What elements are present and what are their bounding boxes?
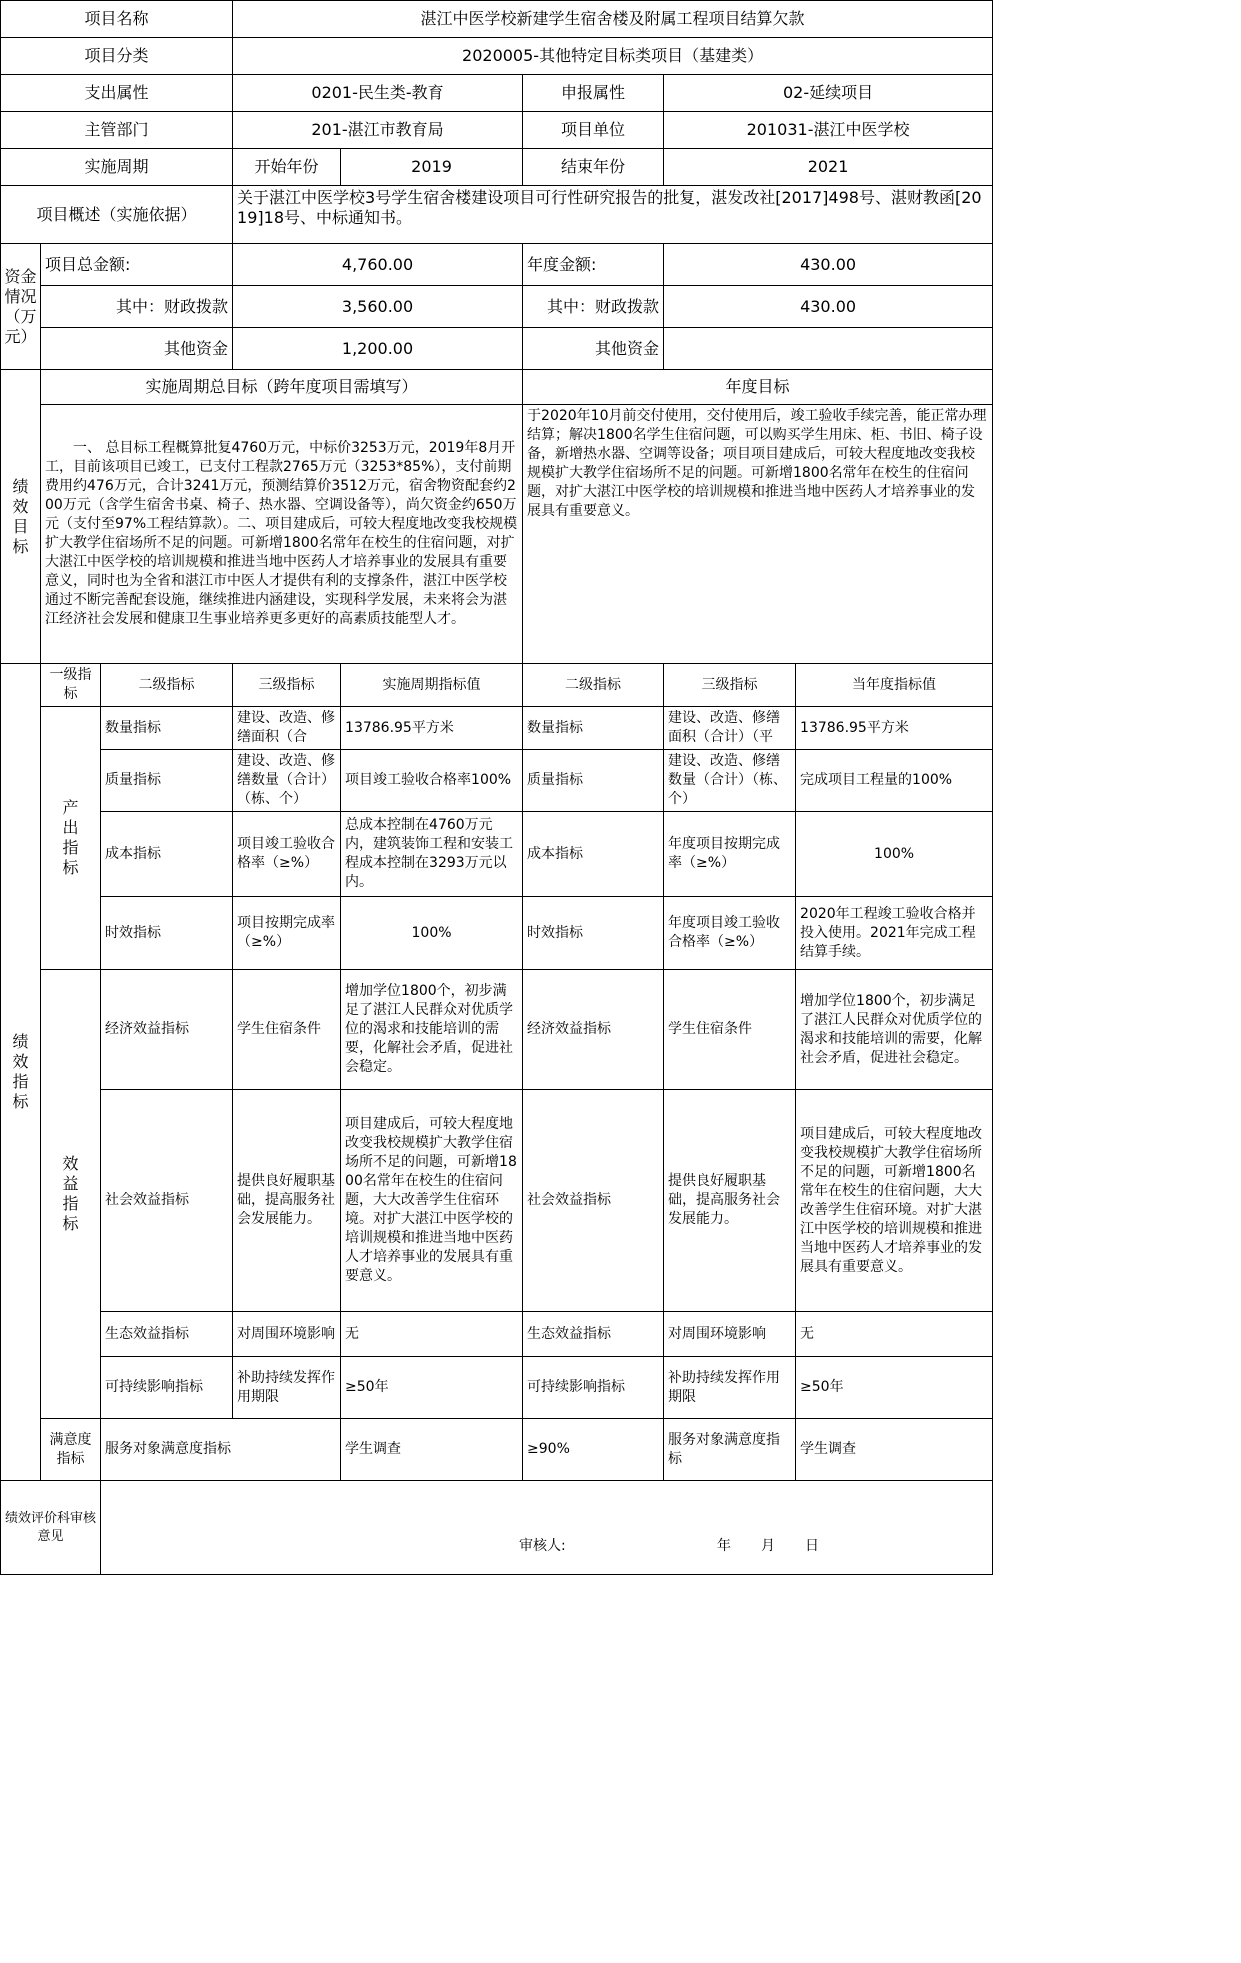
indicator-l3b: 提供良好履职基础，提高服务社会发展能力。 xyxy=(664,1090,796,1312)
header-annual-value: 当年度指标值 xyxy=(796,664,993,707)
value-fiscal-total: 3,560.00 xyxy=(233,286,523,328)
indicator-period-value: 13786.95平方米 xyxy=(341,707,523,750)
row-review xyxy=(1,1481,993,1575)
indicator-period-value: 增加学位1800个，初步满足了湛江人民群众对优质学位的渴求和技能培训的需要，化解社会矛盾，促进社会稳定。 xyxy=(341,970,523,1090)
label-period: 实施周期 xyxy=(1,149,233,186)
indicator-period-value: 100% xyxy=(341,897,523,970)
indicator-row xyxy=(1,1312,993,1357)
indicator-l3: 建设、改造、修缮面积（合 xyxy=(233,707,341,750)
label-annual-amount: 年度金额: xyxy=(523,244,664,286)
row-overview xyxy=(1,186,993,244)
indicator-l2b: 生态效益指标 xyxy=(523,1312,664,1357)
header-level1: 一级指标 xyxy=(41,664,101,707)
indicator-annual-value: 增加学位1800个，初步满足了湛江人民群众对优质学位的渴求和技能培训的需要，化解社会矛盾，促进社会稳定。 xyxy=(796,970,993,1090)
indicator-row xyxy=(1,1357,993,1419)
indicator-row xyxy=(1,1419,993,1481)
row-goals-content xyxy=(1,405,993,664)
indicator-l2b: 质量指标 xyxy=(523,750,664,812)
indicator-l3: 提供良好履职基础，提高服务社会发展能力。 xyxy=(233,1090,341,1312)
indicator-row xyxy=(1,970,993,1090)
indicator-l2b: 可持续影响指标 xyxy=(523,1357,664,1419)
indicator-row xyxy=(1,750,993,812)
row-period xyxy=(1,149,993,186)
indicator-annual-value: 100% xyxy=(796,812,993,897)
indicator-l3b: 建设、改造、修缮数量（合计）（栋、个） xyxy=(664,750,796,812)
indicator-annual-value: 无 xyxy=(796,1312,993,1357)
day-label: 日 xyxy=(805,1538,819,1554)
indicator-l3b: 学生住宿条件 xyxy=(664,970,796,1090)
row-project-category xyxy=(1,38,993,75)
row-attributes xyxy=(1,75,993,112)
row-funds-total xyxy=(1,244,993,286)
label-review: 绩效评价科审核意见 xyxy=(1,1481,101,1575)
value-other-total: 1,200.00 xyxy=(233,328,523,370)
row-project-name xyxy=(1,1,993,38)
label-project-name: 项目名称 xyxy=(1,1,233,38)
label-goals-section: 绩效目标 xyxy=(1,370,41,664)
row-indicators-header xyxy=(1,664,993,707)
indicator-row xyxy=(1,812,993,897)
header-level3-a: 三级指标 xyxy=(233,664,341,707)
indicator-l3: 补助持续发挥作用期限 xyxy=(233,1357,341,1419)
row-funds-fiscal xyxy=(1,286,993,328)
indicator-l2b: 数量指标 xyxy=(523,707,664,750)
indicator-l3: 学生住宿条件 xyxy=(233,970,341,1090)
value-annual-goal: 于2020年10月前交付使用，交付使用后，竣工验收手续完善，能正常办理结算；解决1800名学生住宿问题，可以购买学生用床、柜、书旧、椅子设备，新增热水器、空调等设备；项目项目建成后，可较大程度地改变我校规模扩大教学住宿场所不足的问题。可新增1800名常年在校生的住宿问题，对扩大湛江中医学校的培训规模和推进当地中医药人才培养事业的发展具有重要意义。 xyxy=(523,405,993,664)
header-level3-b: 三级指标 xyxy=(664,664,796,707)
value-fiscal-annual: 430.00 xyxy=(664,286,993,328)
indicator-l2b: 时效指标 xyxy=(523,897,664,970)
indicator-period-value: 项目建成后，可较大程度地改变我校规模扩大教学住宿场所不足的问题，可新增1800名常年在校生的住宿问题，大大改善学生住宿环境。对扩大湛江中医学校的培训规模和推进当地中医药人才培养事业的发展具有重要意义。 xyxy=(341,1090,523,1312)
indicator-l3: 学生调查 xyxy=(341,1419,523,1481)
indicator-period-value: 无 xyxy=(341,1312,523,1357)
indicator-l2b: 经济效益指标 xyxy=(523,970,664,1090)
header-period-value: 实施周期指标值 xyxy=(341,664,523,707)
label-overview: 项目概述（实施依据） xyxy=(1,186,233,244)
value-total-amount: 4,760.00 xyxy=(233,244,523,286)
value-project-name: 湛江中医学校新建学生宿舍楼及附属工程项目结算欠款 xyxy=(233,1,993,38)
row-departments xyxy=(1,112,993,149)
value-project-category: 2020005-其他特定目标类项目（基建类） xyxy=(233,38,993,75)
indicator-l2: 生态效益指标 xyxy=(101,1312,233,1357)
indicator-l2: 社会效益指标 xyxy=(101,1090,233,1312)
label-declare-attr: 申报属性 xyxy=(523,75,664,112)
value-other-annual xyxy=(664,328,993,370)
header-period-goal: 实施周期总目标（跨年度项目需填写） xyxy=(41,370,523,405)
label-funds-section: 资金情况（万元） xyxy=(1,244,41,370)
review-signature-area[interactable] xyxy=(101,1481,993,1575)
indicator-l3: 项目按期完成率（≥%） xyxy=(233,897,341,970)
indicator-period-value: ≥50年 xyxy=(341,1357,523,1419)
label-start-year: 开始年份 xyxy=(233,149,341,186)
indicator-l2: 数量指标 xyxy=(101,707,233,750)
value-start-year: 2019 xyxy=(341,149,523,186)
indicator-l2: 时效指标 xyxy=(101,897,233,970)
value-end-year: 2021 xyxy=(664,149,993,186)
header-level2-b: 二级指标 xyxy=(523,664,664,707)
indicator-l2: 质量指标 xyxy=(101,750,233,812)
indicator-l2b: 成本指标 xyxy=(523,812,664,897)
reviewer-label: 审核人: xyxy=(519,1538,566,1554)
value-project-unit: 201031-湛江中医学校 xyxy=(664,112,993,149)
header-annual-goal: 年度目标 xyxy=(523,370,993,405)
month-label: 月 xyxy=(761,1538,775,1554)
indicator-l3: 建设、改造、修缮数量（合计）（栋、个） xyxy=(233,750,341,812)
indicator-l2b: 服务对象满意度指标 xyxy=(664,1419,796,1481)
label-benefit: 效益指标 xyxy=(41,970,101,1419)
value-competent-dept: 201-湛江市教育局 xyxy=(233,112,523,149)
indicator-annual-value: 完成项目工程量的100% xyxy=(796,750,993,812)
indicator-l3b: 学生调查 xyxy=(796,1419,993,1481)
indicator-annual-value: 13786.95平方米 xyxy=(796,707,993,750)
header-level2-a: 二级指标 xyxy=(101,664,233,707)
label-competent-dept: 主管部门 xyxy=(1,112,233,149)
label-fiscal-annual: 其中：财政拨款 xyxy=(523,286,664,328)
indicator-annual-value: 2020年工程竣工验收合格并投入使用。2021年完成工程结算手续。 xyxy=(796,897,993,970)
value-declare-attr: 02-延续项目 xyxy=(664,75,993,112)
indicator-l2b: 社会效益指标 xyxy=(523,1090,664,1312)
indicator-l2: 可持续影响指标 xyxy=(101,1357,233,1419)
row-goals-header xyxy=(1,370,993,405)
label-output: 产出指标 xyxy=(41,707,101,970)
indicator-l3b: 补助持续发挥作用期限 xyxy=(664,1357,796,1419)
value-period-goal: 一、 总目标工程概算批复4760万元，中标价3253万元，2019年8月开工，目前该项目已竣工，已支付工程款2765万元（3253*85%），支付前期费用约476万元，合计3241万元，预测结算价3512万元，宿舍物资配套约200万元（含学生宿舍书桌、椅子、热水器、空调设备等），尚欠资金约650万元（支付至97%工程结算款）。二、项目建成后，可较大程度地改变我校规模扩大教学住宿场所不足的问题。可新增1800名常年在校生的住宿问题，对扩大湛江中医学校的培训规模和推进当地中医药人才培养事业的发展具有重要意义，同时也为全省和湛江市中医人才提供有利的支撑条件，湛江中医学校通过不断完善配套设施，继续推进内涵建设，实现科学发展，未来将会为湛江经济社会发展和健康卫生事业培养更多更好的高素质技能型人才。 xyxy=(41,405,523,664)
indicator-period-value: ≥90% xyxy=(523,1419,664,1481)
indicator-l3b: 建设、改造、修缮面积（合计）（平 xyxy=(664,707,796,750)
label-project-category: 项目分类 xyxy=(1,38,233,75)
indicator-l3: 对周围环境影响 xyxy=(233,1312,341,1357)
value-annual-amount: 430.00 xyxy=(664,244,993,286)
indicator-period-value: 总成本控制在4760万元内，建筑装饰工程和安装工程成本控制在3293万元以内。 xyxy=(341,812,523,897)
label-satisfaction: 满意度指标 xyxy=(41,1419,101,1481)
indicator-annual-value: ≥50年 xyxy=(796,1357,993,1419)
label-fiscal-total: 其中：财政拨款 xyxy=(41,286,233,328)
indicator-l2: 成本指标 xyxy=(101,812,233,897)
indicator-row xyxy=(1,1090,993,1312)
indicator-l3b: 对周围环境影响 xyxy=(664,1312,796,1357)
indicator-annual-value: 项目建成后，可较大程度地改变我校规模扩大教学住宿场所不足的问题，可新增1800名常年在校生的住宿问题，大大改善学生住宿环境。对扩大湛江中医学校的培训规模和推进当地中医药人才培养事业的发展具有重要意义。 xyxy=(796,1090,993,1312)
indicator-row xyxy=(1,707,993,750)
label-other-annual: 其他资金 xyxy=(523,328,664,370)
indicator-l3b: 年度项目竣工验收合格率（≥%） xyxy=(664,897,796,970)
label-end-year: 结束年份 xyxy=(523,149,664,186)
indicator-l3b: 年度项目按期完成率（≥%） xyxy=(664,812,796,897)
label-expenditure-attr: 支出属性 xyxy=(1,75,233,112)
indicator-row xyxy=(1,897,993,970)
value-overview: 关于湛江中医学校3号学生宿舍楼建设项目可行性研究报告的批复，湛发改社[2017]498号、湛财教函[2019]18号、中标通知书。 xyxy=(233,186,993,244)
label-other-total: 其他资金 xyxy=(41,328,233,370)
label-indicators-section: 绩效指标 xyxy=(1,664,41,1481)
label-project-unit: 项目单位 xyxy=(523,112,664,149)
indicator-l3: 项目竣工验收合格率（≥%） xyxy=(233,812,341,897)
indicator-l2: 服务对象满意度指标 xyxy=(101,1419,341,1481)
value-expenditure-attr: 0201-民生类-教育 xyxy=(233,75,523,112)
label-total-amount: 项目总金额: xyxy=(41,244,233,286)
indicator-period-value: 项目竣工验收合格率100% xyxy=(341,750,523,812)
row-funds-other xyxy=(1,328,993,370)
indicator-l2: 经济效益指标 xyxy=(101,970,233,1090)
year-label: 年 xyxy=(717,1538,731,1554)
